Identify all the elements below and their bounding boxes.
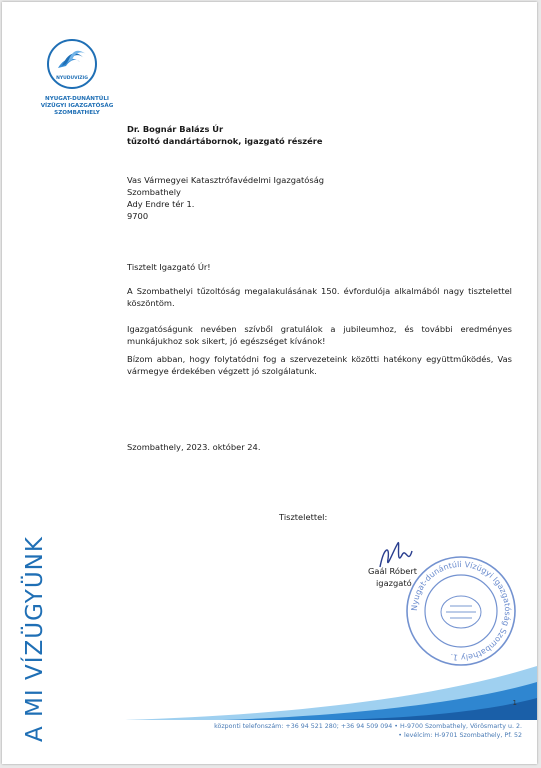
- salutation: Tisztelt Igazgató Úr!: [127, 262, 211, 272]
- letter-date: Szombathely, 2023. október 24.: [127, 442, 261, 452]
- vertical-slogan: A MI VÍZÜGYÜNK: [22, 536, 48, 742]
- org-name-line-1: NYUGAT-DUNÁNTÚLI: [45, 96, 109, 102]
- org-name-line-2: VÍZÜGYI IGAZGATÓSÁG: [40, 103, 114, 109]
- footer-contact: [122, 722, 522, 740]
- logo-badge-text: NYUDUVIZIG: [56, 76, 88, 81]
- organization-name: [32, 96, 122, 117]
- footer-line-2: • levélcím: H-9701 Szombathely, Pf. 52: [398, 732, 522, 739]
- signatory-name: Gaál Róbert: [368, 566, 418, 576]
- wave-emblem-icon: [46, 38, 98, 90]
- paragraph-2: Igazgatóságunk nevében szívből gratulálok a jubileumhoz, és további eredményes munkájukhoz sok sikert, jó egészséget kívánok!: [127, 324, 512, 346]
- official-stamp-icon: [402, 552, 520, 670]
- address-org: Vas Vármegyei Katasztrófavédelmi Igazgatóság: [127, 175, 325, 185]
- footer-wave-decoration: [2, 662, 537, 722]
- signatory-role: igazgató: [376, 578, 412, 588]
- footer-line-1: központi telefonszám: +36 94 521 280; +36 94 509 094 • H-9700 Szombathely, Vörösmarty u. 2.: [214, 723, 522, 730]
- page-number: 1: [512, 699, 517, 707]
- address-zip: 9700: [127, 211, 149, 221]
- paragraph-3: Bízom abban, hogy folytatódni fog a szervezeteink közötti hatékony együttműködés, Vas vármegye érdekében végzett jó szolgálatunk.: [127, 354, 512, 376]
- recipient-name: Dr. Bognár Balázs Úr: [127, 124, 224, 134]
- address-street: Ady Endre tér 1.: [127, 199, 195, 209]
- org-name-line-3: SZOMBATHELY: [54, 110, 100, 116]
- stamp-ring-text: Nyugat-dunántúli Vízügyi Igazgatóság Szombathely 1.: [409, 559, 513, 663]
- letter-page: [2, 2, 537, 764]
- closing: Tisztelettel:: [279, 512, 328, 522]
- address-city: Szombathely: [127, 187, 181, 197]
- recipient-title: tűzoltó dandártábornok, igazgató részére: [127, 136, 323, 146]
- paragraph-1: A Szombathelyi tűzoltóság megalakulásának 150. évfordulója alkalmából nagy tisztelettel köszöntöm.: [127, 286, 512, 308]
